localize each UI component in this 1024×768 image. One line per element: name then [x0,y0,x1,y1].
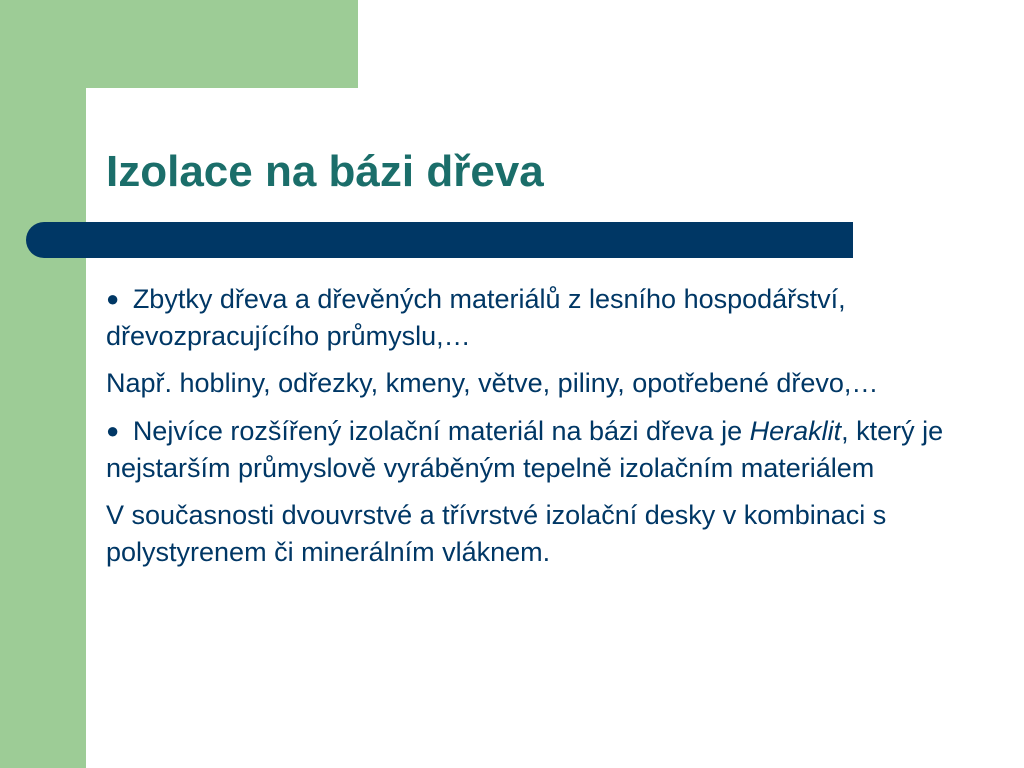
slide-body [106,280,1006,581]
paragraph-3-emphasis: Heraklit [749,416,842,446]
paragraph-3 [106,412,1006,487]
title-divider-bar [26,222,853,258]
paragraph-1 [106,280,1006,355]
bullet-icon: ● [106,286,120,311]
left-accent-bar [0,0,86,768]
slide-title: Izolace na bázi dřeva [106,147,544,196]
paragraph-1-text: Zbytky dřeva a dřevěných materiálů z lesního hospodářství, dřevozpracujícího průmyslu,… [106,284,846,351]
bullet-icon: ● [106,418,120,443]
paragraph-4 [106,497,1006,571]
paragraph-3-text-before: Nejvíce rozšířený izolační materiál na bázi dřeva je [132,416,750,446]
paragraph-4-text: V současnosti dvouvrstvé a třívrstvé izolační desky v kombinaci s polystyrenem či minerálním vláknem. [106,500,887,567]
paragraph-2 [106,365,1006,402]
paragraph-2-text: Např. hobliny, odřezky, kmeny, větve, piliny, opotřebené dřevo,… [106,368,879,398]
top-accent-block [0,0,358,88]
paragraph-3-text-after: , který je nejstarším průmyslově vyráběným tepelně izolačním materiálem [106,416,944,483]
